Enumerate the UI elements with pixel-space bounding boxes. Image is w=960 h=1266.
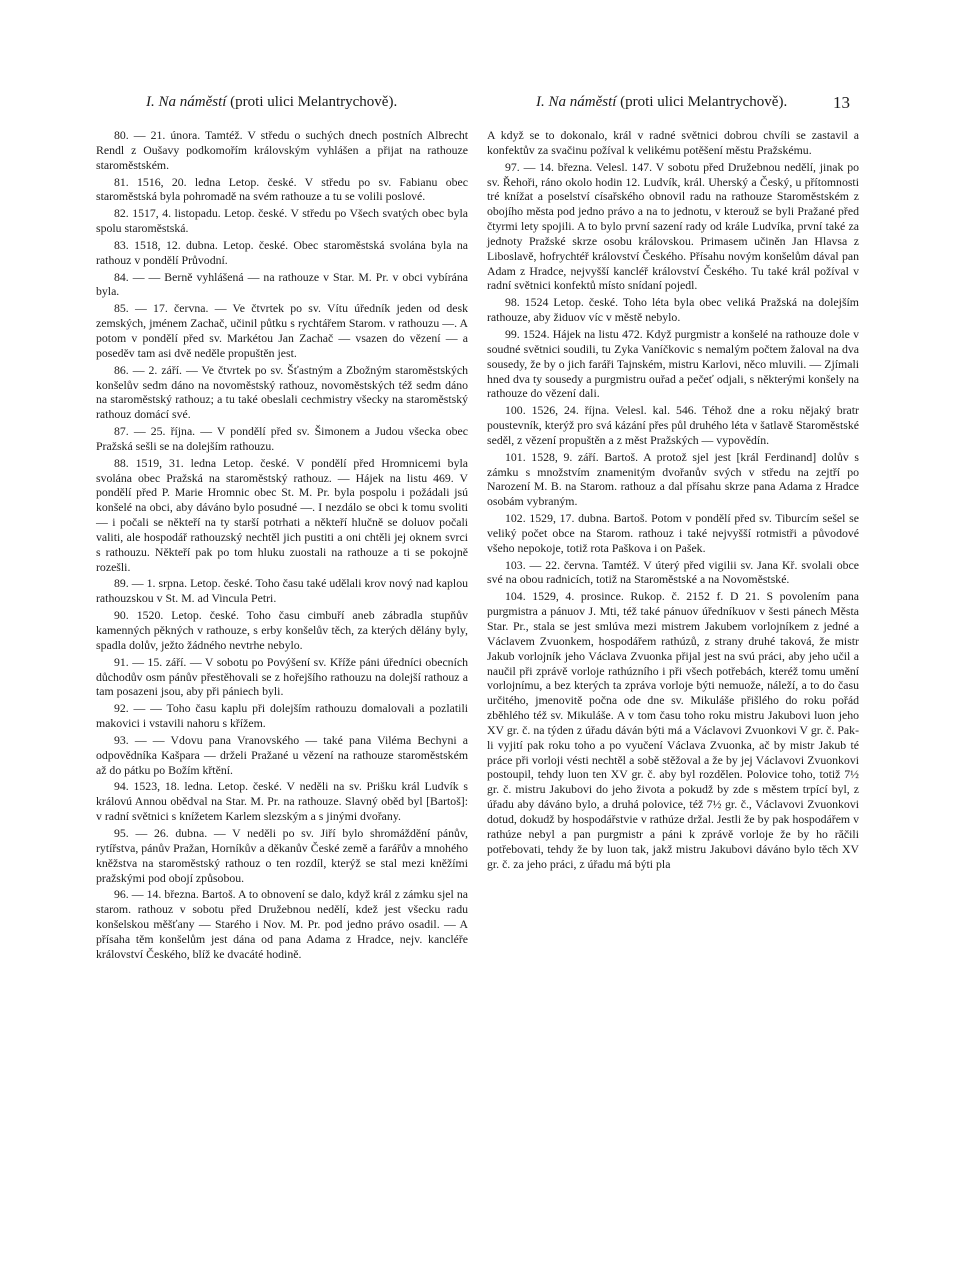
chronicle-entry: 96. — 14. března. Bartoš. A to obnovení se dalo, když král z zámku sjel na starom. rathouz v sobotu před Družebnou nedělí, kdež jest všecku radu konšelskou měšťany — Starého i Nov. M. Pr. pod jedno právo osadil. — A přísaha těm konšelům jest dána od pana Adama z Hradce, nejv. kancléře království Českého, blíž ke dvacáté hodině. bbox=[96, 887, 468, 961]
chronicle-entry: 101. 1528, 9. září. Bartoš. A protož sjel jest [král Ferdinand] dolův s zámku s množstvím znamenitým dvořanův svých v středu na zejtří po Narození M. B. na Starom. rathouz a dal přísahu skrze pana Adama z Hradce osobám vybraným. bbox=[487, 449, 859, 509]
chronicle-entry: 99. 1524. Hájek na listu 472. Když purgmistr a konšelé na rathouze dole v soudné světnici soudili, tu Zyka Vaníčkovic s nemalým počtem žaloval na dva sousedy, že by o jich faráři Tajnském, mistru Karlovi, něco mluvili. — Zjímali hned dva ty sousedy a purgmistru ouřad a pečeť odjali, s některými konšely na rathouze do vězení dali. bbox=[487, 326, 859, 401]
chronicle-entry: 85. — 17. června. — Ve čtvrtek po sv. Vítu úředník jeden od desk zemských, jménem Zachač, učinil půtku s rychtářem Starom. v rathouzu —. A potom v pondělí před sv. Markétou Jan Zachač — vsazen do vězení — a poseděv tam asi dvě neděle propuštěn jest. bbox=[96, 301, 468, 360]
chronicle-entry: 93. — — Vdovu pana Vranovského — také pana Viléma Bechyni a odpovědníka Kašpara — drželi Pražané u vězení na rathouze staroměstském až do pátku po Božím křtění. bbox=[96, 732, 468, 777]
chronicle-entry: 90. 1520. Letop. české. Toho času cimbuří aneb zábradla stupňův kamenných pěkných v rathouze, s erby konšelův těch, za kterých dělány byly, spadla dolův, ježto žádného nevtrhe nebylo. bbox=[96, 608, 468, 652]
chronicle-entry: 88. 1519, 31. ledna Letop. české. V pondělí před Hromnicemi byla svolána obec Pražská na staroměstský rathouz. — Hájek na listu 469. V pondělí před P. Marie Hromnic obec St. M. Pr. byla pospolu i požádali jsú konšelé na obci, aby dáváno bylo posudné —. I nezdálo se obci k tomu svoliti — i počali se někteří na ty starší potrhati a někteří hlučně se doluov počali valiti, ale hospodář rathouzský nechtěl jich pustiti a oni chtěli jej oknem svrci s rathouzu. Někteří pak po tom hluku zuostali na rathouze a ti se pokojně rozešli. bbox=[96, 455, 468, 574]
chronicle-entry: 98. 1524 Letop. české. Toho léta byla obec veliká Pražská na dolejším rathouze, aby židuov víc v městě nebylo. bbox=[487, 295, 859, 325]
chronicle-entry: 83. 1518, 12. dubna. Letop. české. Obec staroměstská svolána byla na rathouz v pondělí Průvodní. bbox=[96, 237, 468, 267]
chronicle-entry: 82. 1517, 4. listopadu. Letop. české. V středu po Všech svatých obec byla spolu staroměstská. bbox=[96, 206, 468, 236]
chronicle-entry: 104. 1529, 4. prosince. Rukop. č. 2152 f. D 21. S povolením pana purgmistra a pánuov J. Mti, též také pánuov úředníkuov v šesti pánech Města Star. Pr., stala se jest smlúva mezi mistrem Jakubem vorlojníkem z jedné a Václavem Zvuonkem, hospodářem rathúzů, z strany druhé taková, že mistr Jakub vorlojník jeho Václava Zvuonka přijal jest na svú práci, aby jeho učil a naučil při zprávě vorloje rathúzního i při všech potřebách, kteréž tomu umění vorlojnímu, a bez kterých ta zpráva vorloje býti nemuože, náleží, a to do času určitého, jmenovitě počna ode dne sv. Mikuláše přišlého do roku pořád zběhlého též sv. Mikuláše. A v tom času toho roku mistru Jakubovi luon jeho XV gr. č. na týden z úřadu dáván býti má a Václavovi Zvuonkovi V gr. č. Pak-li vyjití pak roku toho a po vyučení Václava Zvuonka, ač by mistr Jakub té práce při vorloji vésti nechtěl a sobě stěžoval a že by jej Václavovi Zvuonkovi postoupil, tehdy luon ten XV gr. č. aby byl rozdělen. Polovice toho, totiž 7½ gr. č. mistru Jakubovi do jeho života a pokudž by zde s městem trpící byl, z úřadu aby dáváno bylo, a druhá polovice, též 7½ gr. č., Václavovi Zvuonkovi dotud, dokudž by hospodářstvie v rathúze držal. Jestli že by pak hospodářem v rathúze nebyl a pan purgmistr a páni k zprávě vorloje že by ho răčili potřebovati, tehdy že by luon tak, jakž mistru Jakubovi dáváno bylo těch XV gr. č. za jeho práci, z úřadu má býti pla bbox=[487, 589, 859, 871]
chronicle-entry: 81. 1516, 20. ledna Letop. české. V středu po sv. Fabianu obec staroměstská byla pohromadě na svém rathouze a tu se volili poslové. bbox=[96, 174, 468, 204]
section-subtitle-right: (proti ulici Melantrychově). bbox=[620, 94, 788, 110]
running-head-right bbox=[536, 94, 787, 111]
right-column bbox=[487, 128, 859, 873]
chronicle-entry: A když se to dokonalo, král v radné světnici dobrou chvíli se zastavil a konfektův za svačinu požíval k velikému potěšení městu Pražskému. bbox=[487, 128, 859, 157]
chronicle-entry: 91. — 15. září. — V sobotu po Povýšení sv. Kříže páni úředníci obecních důchodův osm pánův přestěhovali se z hořejšího rathouzu na dolejší rathouz a tam posazeni jsou, aby při pániech byli. bbox=[96, 654, 468, 699]
chronicle-entry: 86. — 2. září. — Ve čtvrtek po sv. Šťastným a Zbožným staroměstských konšelův sedm dáno na novoměstský rathouz, novoměstských též sedm dáno na staroměstský rathouz; a tu také obeslali cechmistry všecky na staroměstský rathouz domácí své. bbox=[96, 362, 468, 422]
page-number: 13 bbox=[833, 93, 850, 112]
section-title-left: I. Na náměstí bbox=[146, 94, 227, 110]
chronicle-entry: 92. — — Toho času kaplu při dolejším rathouzu domalovali a pozlatili makovici i vstavili nahoru s křížem. bbox=[96, 701, 468, 731]
running-head bbox=[146, 94, 850, 118]
section-subtitle-left: (proti ulici Melantrychově). bbox=[230, 94, 398, 110]
chronicle-entry: 89. — 1. srpna. Letop. české. Toho času také udělali krov nový nad kaplou rathouzskou v St. M. ad Vincula Petri. bbox=[96, 576, 468, 606]
chronicle-entry: 102. 1529, 17. dubna. Bartoš. Potom v pondělí před sv. Tiburcím sešel se veliký počet obce na Starom. rathouz i také nejvyšší rotmistři a původové všeho nepokoje, totiž rota Paškova i on Pašek. bbox=[487, 511, 859, 555]
running-head-left bbox=[146, 94, 397, 111]
chronicle-entry: 100. 1526, 24. října. Velesl. kal. 546. Téhož dne a roku nějaký bratr poustevník, kterýž pro svá kázání přes půl druhého léta v šatlavě Staroměstské seděl, z vězení propuštěn a z měst Pražských — vypovědín. bbox=[487, 403, 859, 447]
chronicle-entry: 84. — — Berně vyhlášená — na rathouze v Star. M. Pr. v obci vybírána byla. bbox=[96, 269, 468, 299]
section-title-right: I. Na náměstí bbox=[536, 94, 617, 110]
chronicle-entry: 103. — 22. června. Tamtéž. V úterý před vigilii sv. Jana Kř. svolali obce své na obou radnicích, totiž na Staroměstské a na Novoměstské. bbox=[487, 557, 859, 587]
chronicle-entry: 97. — 14. března. Velesl. 147. V sobotu před Družebnou nedělí, jinak po sv. Řehoři, ráno okolo hodin 12. Ludvík, král. Uherský a Český, u přítomnosti tré knížat a poselství císařského obnovil radu na rathouze Staroměstském z obojího města pod jedno právo a na to jednotu, v kterouž se byli Pražané před čtyrmi lety spojili. A to bylo první sazení rady od krále Ludvíka, první také za jednoty Pražské skrze osobu královskou. Primasem učiněn Jan Hlavsa z Liboslavě, hofrychtéř království Českého. Přísahu novým konšelům dával pan Adam z Hradce, nejvyšší kancléř království Českého. Tu také král požíval v radní světnici konfektů místo snídaní pojedl. bbox=[487, 159, 859, 293]
left-column bbox=[96, 128, 468, 964]
chronicle-entry: 95. — 26. dubna. — V neděli po sv. Jiří bylo shromáždění pánův, rytířstva, pánův Pražan, Horníkův a děkanův České země a farářův a mnohého kněžstva na staroměstský rathouz o ten rozdíl, kterýž se stal mezi kněžími pražskými pod obojí způsobou. bbox=[96, 825, 468, 885]
chronicle-entry: 87. — 25. října. — V pondělí před sv. Šimonem a Judou všecka obec Pražská sešli se na dolejším rathouzu. bbox=[96, 424, 468, 453]
chronicle-entry: 80. — 21. února. Tamtéž. V středu o suchých dnech postních Albrecht Rendl z Oušavy podkomořím královským vyhlášen a přijat na rathouze staroměstském. bbox=[96, 128, 468, 172]
chronicle-entry: 94. 1523, 18. ledna. Letop. české. V neděli na sv. Prišku král Ludvík s královú Annou obědval na Star. M. Pr. na rathouze. Slavný oběd byl [Bartoš]: v radní světnici s knížetem Karlem slezským a s jinými dvořany. bbox=[96, 779, 468, 824]
